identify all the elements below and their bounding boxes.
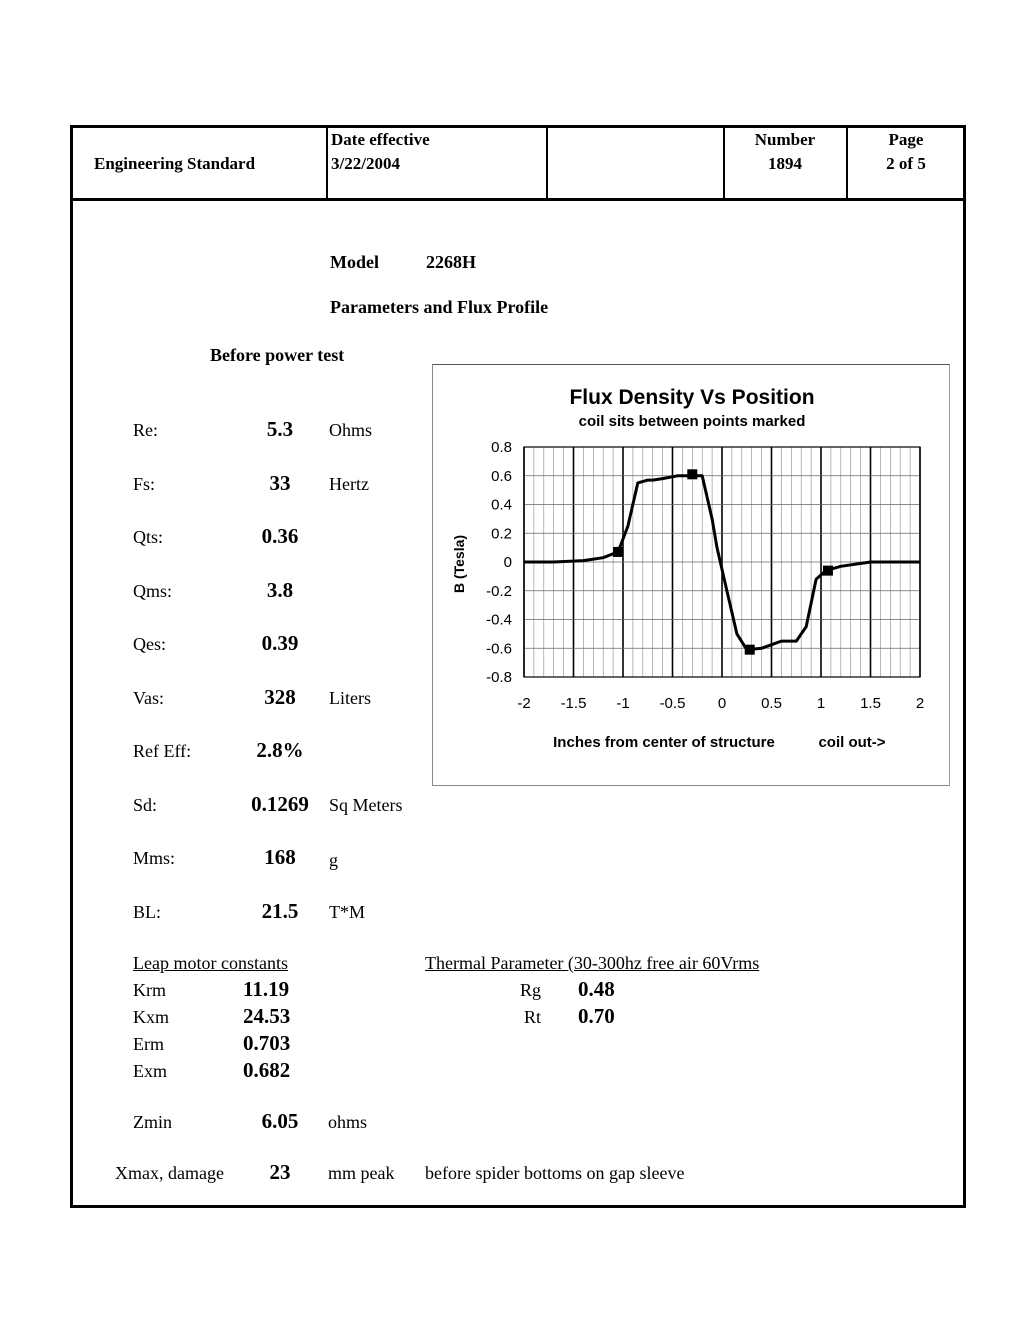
x-tick-label: -0.5 [659, 695, 686, 712]
y-axis-ticks [486, 439, 512, 686]
thermal-value: 0.48 [578, 977, 615, 1001]
number-label: Number [754, 130, 816, 149]
model-value: 2268H [426, 252, 477, 272]
param-unit: Liters [329, 688, 371, 708]
leap-label: Krm [133, 980, 166, 1000]
xmax-unit: mm peak [328, 1163, 395, 1183]
y-tick-label: 0.2 [491, 525, 512, 543]
section-label: Before power test [210, 345, 345, 365]
param-value: 328 [264, 685, 296, 709]
param-label: Sd: [133, 795, 158, 815]
y-tick-label: 0.8 [491, 439, 512, 456]
param-unit: Sq Meters [329, 795, 403, 815]
y-tick-label: 0.6 [491, 467, 512, 485]
x-axis-label: Inches from center of structure [553, 734, 775, 751]
xmax-value: 23 [269, 1160, 291, 1184]
y-tick-label: -0.2 [486, 582, 512, 600]
param-label: BL: [133, 902, 162, 922]
param-unit: Ohms [329, 420, 373, 440]
param-label: Qes: [133, 634, 166, 654]
x-tick-label: -1.5 [560, 695, 587, 712]
leap-value: 0.703 [243, 1031, 291, 1055]
chart-title: Flux Density Vs Position [569, 386, 815, 409]
param-unit: Hertz [329, 474, 369, 494]
xmax-label: Xmax, damage [115, 1163, 224, 1183]
y-axis-label: B (Tesla) [451, 534, 467, 594]
org-label: Engineering Standard [94, 154, 256, 173]
leap-value: 0.682 [243, 1058, 291, 1082]
param-label: Mms: [133, 848, 176, 868]
zmin-label: Zmin [133, 1112, 172, 1132]
leap-value: 24.53 [243, 1004, 291, 1028]
param-label: Re: [133, 420, 158, 440]
param-value: 0.36 [261, 524, 299, 548]
flux-density-chart [432, 364, 950, 786]
x-tick-label: 2 [915, 695, 925, 712]
x-tick-label: 0 [717, 695, 727, 712]
param-label: Vas: [133, 688, 164, 708]
header-divider-3 [723, 125, 725, 200]
page-subtitle: Parameters and Flux Profile [330, 297, 549, 317]
model-label: Model [330, 252, 379, 272]
chart-subtitle: coil sits between points marked [578, 413, 806, 430]
y-tick-label: 0 [503, 554, 512, 571]
param-unit: T*M [329, 902, 365, 922]
date-label: Date effective [331, 130, 430, 149]
thermal-heading: Thermal Parameter (30-300hz free air 60Vrms [425, 953, 760, 973]
param-value: 21.5 [261, 899, 299, 923]
x-axis-label-extra: coil out-> [818, 734, 886, 751]
y-tick-label: 0.4 [491, 496, 512, 514]
param-value: 5.3 [266, 417, 294, 441]
x-tick-label: 0.5 [761, 695, 782, 712]
coil-marker [745, 645, 755, 655]
param-value: 2.8% [256, 738, 304, 762]
leap-label: Exm [133, 1061, 167, 1081]
header-divider-2 [546, 125, 548, 200]
page-value: 2 of 5 [886, 154, 926, 173]
leap-label: Erm [133, 1034, 164, 1054]
x-tick-label: 1 [816, 695, 826, 712]
param-label: Fs: [133, 474, 156, 494]
y-tick-label: -0.6 [486, 640, 512, 658]
leap-label: Kxm [133, 1007, 169, 1027]
date-value: 3/22/2004 [331, 154, 400, 173]
param-value: 0.1269 [251, 792, 309, 816]
page-label: Page [888, 130, 924, 149]
x-tick-label: -2 [517, 695, 531, 712]
zmin-unit: ohms [328, 1112, 368, 1132]
header-divider-1 [326, 125, 328, 200]
leap-heading: Leap motor constants [133, 953, 288, 973]
x-axis-ticks [517, 695, 924, 712]
param-value: 33 [269, 471, 291, 495]
thermal-value: 0.70 [578, 1004, 615, 1028]
y-tick-label: -0.8 [486, 669, 512, 686]
leap-value: 11.19 [243, 977, 290, 1001]
param-unit: g [329, 850, 338, 870]
x-tick-label: 1.5 [860, 695, 881, 712]
coil-marker [613, 547, 623, 557]
header-divider [70, 198, 966, 201]
number-value: 1894 [768, 154, 802, 173]
x-tick-label: -1 [616, 695, 630, 712]
param-label: Qts: [133, 527, 164, 547]
param-value: 3.8 [266, 578, 294, 602]
coil-marker [687, 469, 697, 479]
xmax-note: before spider bottoms on gap sleeve [425, 1163, 685, 1183]
header-divider-4 [846, 125, 848, 200]
param-value: 0.39 [261, 631, 299, 655]
zmin-value: 6.05 [261, 1109, 299, 1133]
param-label: Qms: [133, 581, 173, 601]
coil-marker [823, 566, 833, 576]
param-label: Ref Eff: [133, 741, 192, 761]
thermal-label: Rg [520, 980, 542, 1000]
param-value: 168 [264, 845, 296, 869]
thermal-label: Rt [524, 1007, 542, 1027]
y-tick-label: -0.4 [486, 611, 512, 629]
